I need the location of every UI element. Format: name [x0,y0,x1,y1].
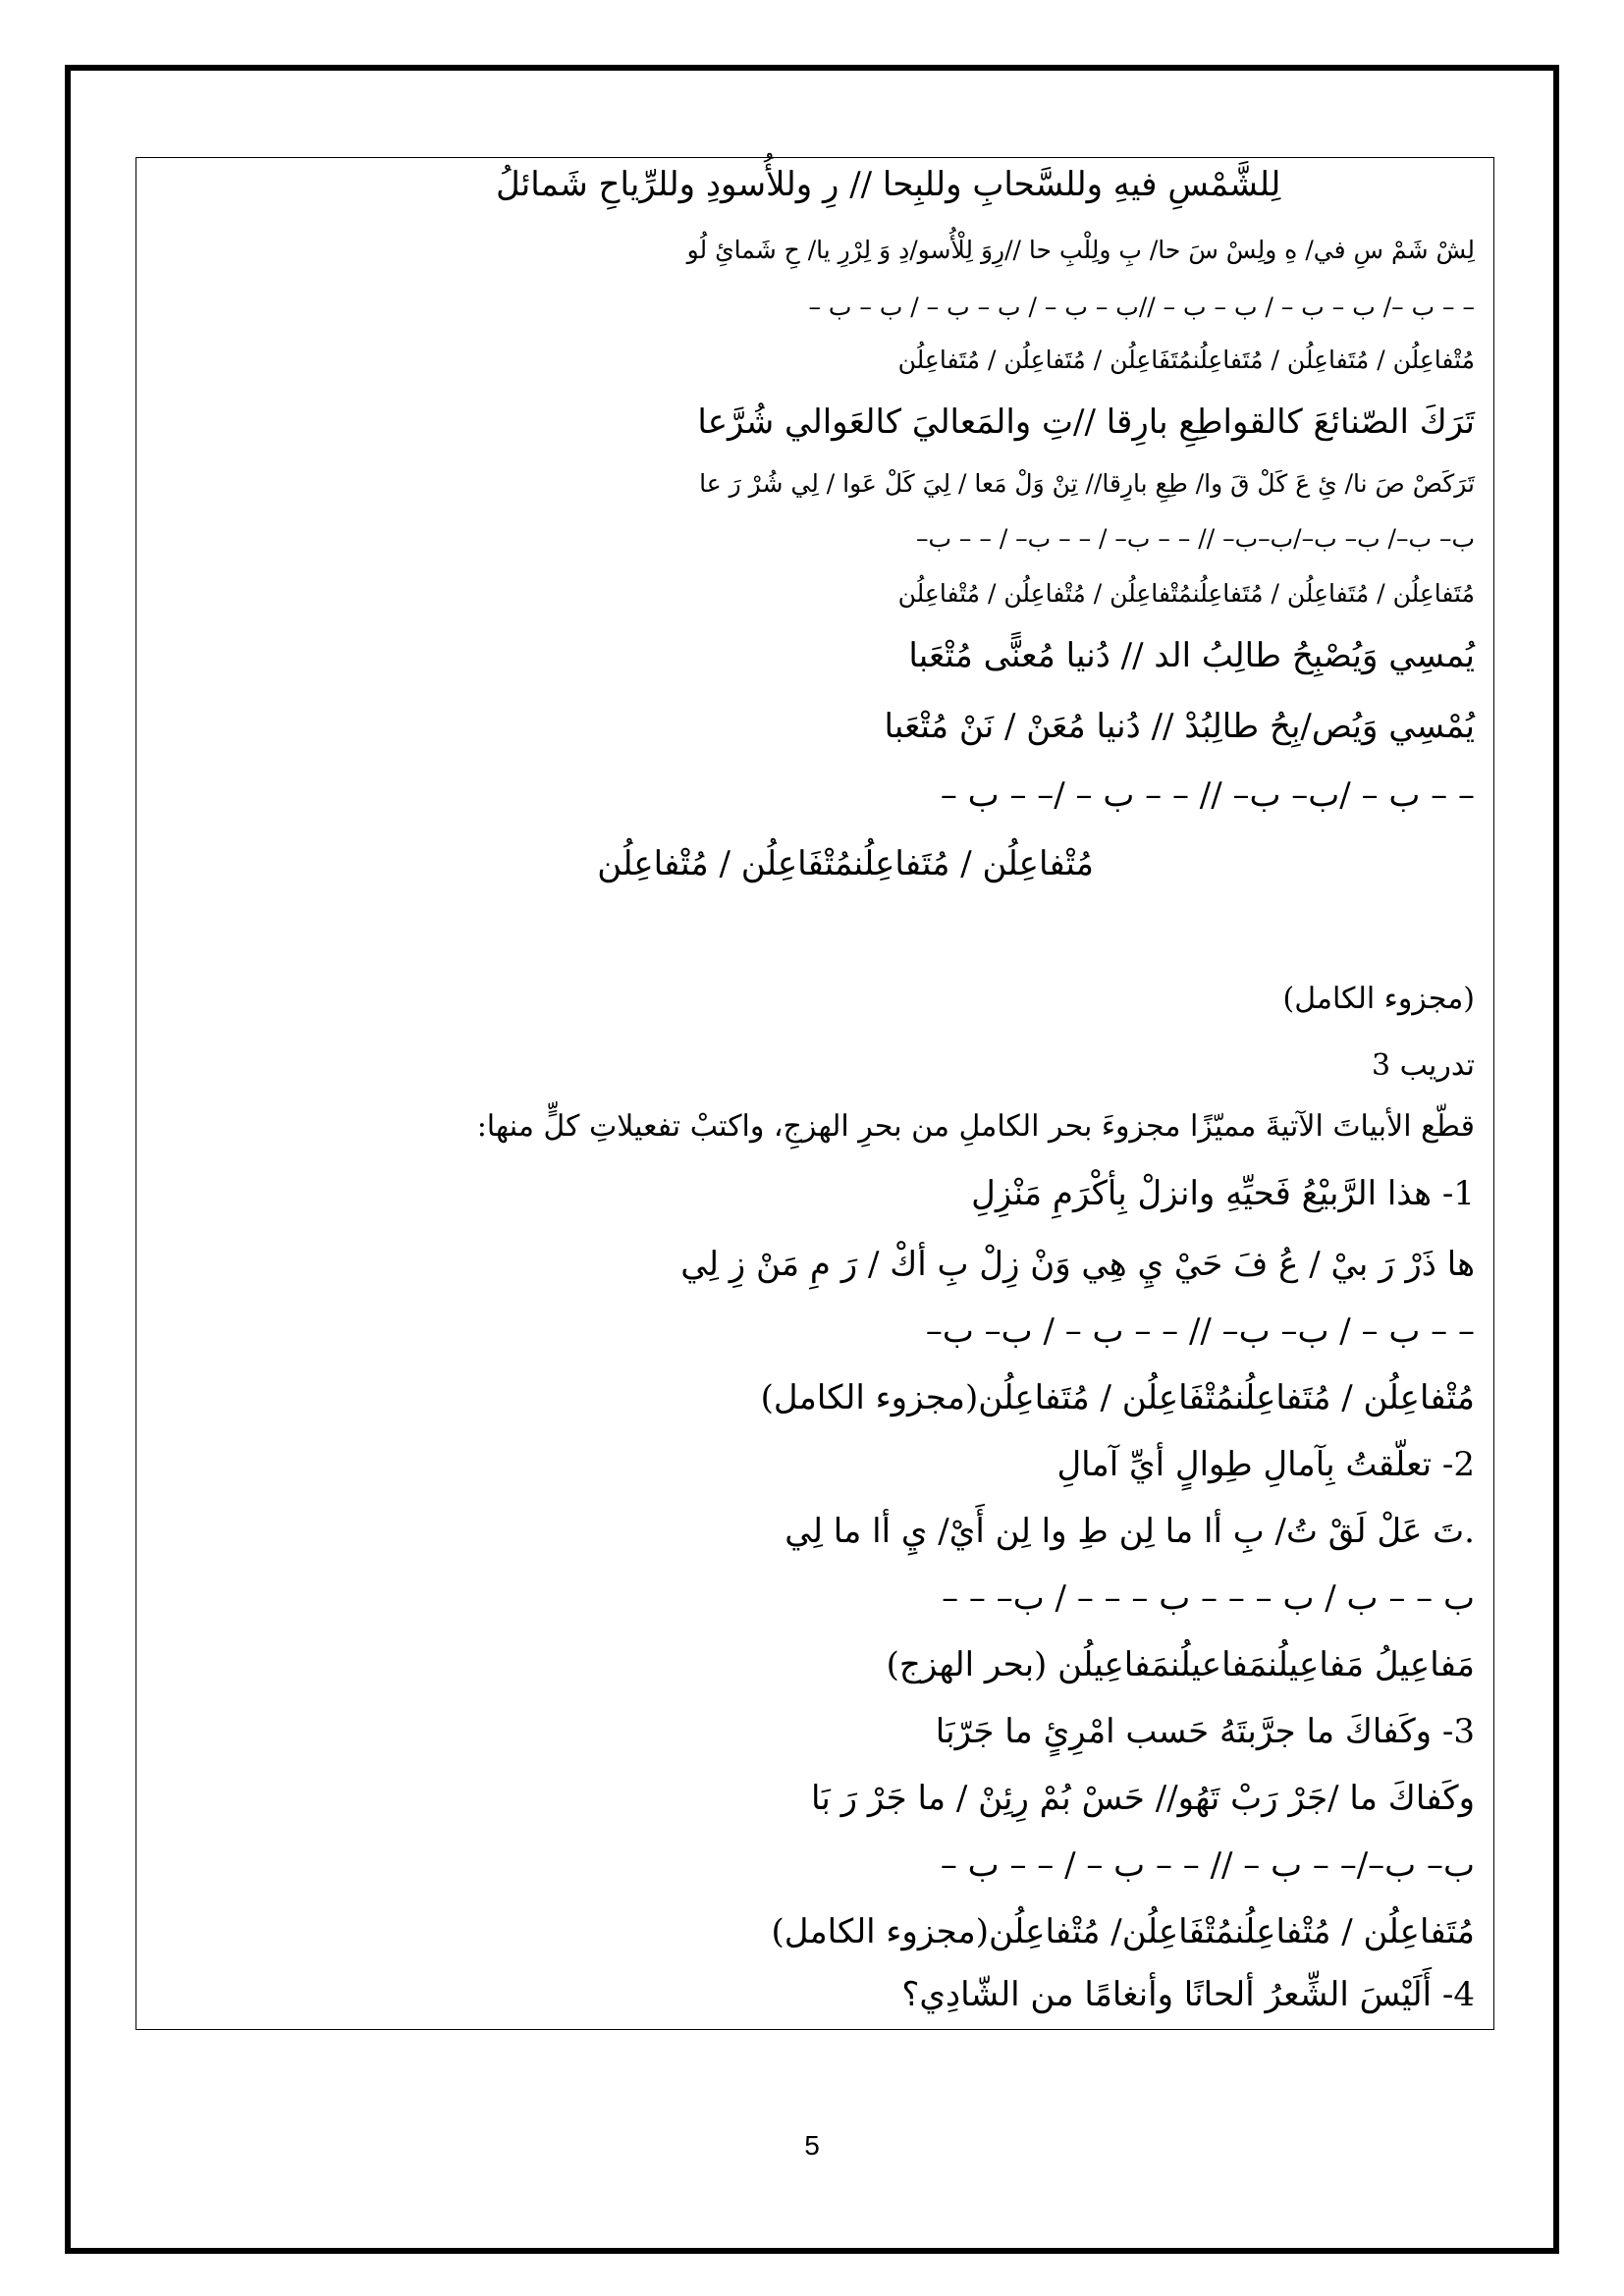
scansion-line: لِشْ شَمْ سِ في/ هِ ولِسْ سَ حا/ بِ ولِلْبِ حا //رِوَ لِلْأُسو/دِ وَ لِرْرِ يا/ حِ شَمائِ لُو [686,236,1475,264]
scansion-line: تَرَكَصْ صَ نا/ ئِ عَ كَلْ قَ وا/ طِعِ بارِقا// تِنْ وَلْ مَعا / لِيَ كَلْ عَوا / لِي شُرْ رَ عا [699,469,1475,498]
feet-line: مُتَفاعِلُن / مُتْفاعِلُنمُتْفَاعِلُن/ مُتْفاعِلُن(مجزوء الكامل) [771,1912,1475,1951]
feet-line: مُتْفاعِلُن / مُتَفاعِلُن / مُتَفاعِلُنمُتَفَاعِلُن / مُتَفاعِلُن / مُتَفاعِلُن [897,346,1475,374]
meter-symbols-line: ب – – ب / ب – – – ب – – – / ب– – – [942,1578,1475,1618]
page-number: 5 [804,2130,820,2161]
verse-line: تَرَكَ الصّنائعَ كالقواطِعِ بارِقا //تِ والمَعاليَ كالعَوالي شُرَّعا [697,402,1475,442]
verse-line: 3- وكَفاكَ ما جرَّبتَهُ حَسب امْرِئٍ ما جَرّبَا [935,1712,1475,1751]
meter-symbols-line: – – ب – / ب– ب– // – – ب – / ب– ب– [925,1311,1475,1351]
verse-line: 4- أَلَيْسَ الشِّعرُ ألحانًا وأنغامًا من الشّادِي؟ [901,1975,1475,2014]
feet-line: مُتْفاعِلُن / مُتَفاعِلُنمُتْفَاعِلُن / مُتْفاعِلُن [597,844,1094,883]
scansion-line: .تَ عَلْ لَقْ تُ/ بِ أا ما لِن طِ وا لِن أَيْ/ يِ أا ما لِي [785,1512,1475,1551]
verse-line: 1- هذا الرَّبيْعُ فَحيِّهِ وانزلْ بِأكْرَمِ مَنْزِلِ [971,1174,1475,1213]
scansion-line: يُمْسِي وَيُص/بِحُ طالِبُدْ // دُنيا مُعَنْ / نَنْ مُتْعَبا [884,707,1475,746]
meter-symbols-line: – – ب –/ ب – ب – / ب – ب – //ب – ب – / ب – ب – / ب – ب – [808,293,1475,321]
scansion-line: ها ذَرْ رَ بيْ / عُ فَ حَيْ يِ هِي وَنْ زِلْ بِ أكْ / رَ مِ مَنْ زِ لِي [680,1245,1475,1284]
meter-symbols-line: ب– ب–/– – ب – // – – ب – / – – ب – [940,1845,1475,1885]
meter-symbols-line: – – ب – /ب– ب– // – – ب – /– – ب – [940,775,1475,815]
scansion-line: وكَفاكَ ما /جَرْ رَبْ تَهُو// حَسْ بُمْ رِئِنْ / ما جَرْ رَ بَا [811,1779,1475,1818]
feet-line: مَفاعِيلُ مَفاعِيلُنمَفاعيلُنمَفاعِيلُن (بحر الهزج) [886,1645,1475,1684]
exercise-instructions: قطّع الأبياتَ الآتيةَ مميّزًا مجزوءَ بحر الكاملِ من بحرِ الهزجِ، واكتبْ تفعيلاتِ كلٍّ منها: [476,1109,1475,1144]
verse-line: يُمسِي وَيُصْبِحُ طالِبُ الد // دُنيا مُعنًّى مُتْعَبا [908,636,1475,675]
section-label: (مجزوء الكامل) [1282,982,1475,1016]
meter-symbols-line: ب– ب–/ ب– ب–/ب–ب– // – – ب– / – – ب– / – – ب– [915,524,1475,553]
feet-line: مُتْفاعِلُن / مُتَفاعِلُنمُتْفَاعِلُن / مُتَفاعِلُن(مجزوء الكامل) [760,1378,1475,1417]
exercise-title: تدريب 3 [1371,1048,1475,1083]
feet-line: مُتَفاعِلُن / مُتَفاعِلُن / مُتَفاعِلُنمُتْفاعِلُن / مُتْفاعِلُن / مُتْفاعِلُن [897,579,1475,608]
verse-line: لِلشَّمْسِ فيهِ وللسَّحابِ وللبِحا // رِ وللأُسودِ وللرِّياحِ شَمائلُ [496,165,1281,204]
verse-line: 2- تعلّقتُ بِآمالِ طِوالٍ أيِّ آمالِ [1056,1445,1475,1484]
